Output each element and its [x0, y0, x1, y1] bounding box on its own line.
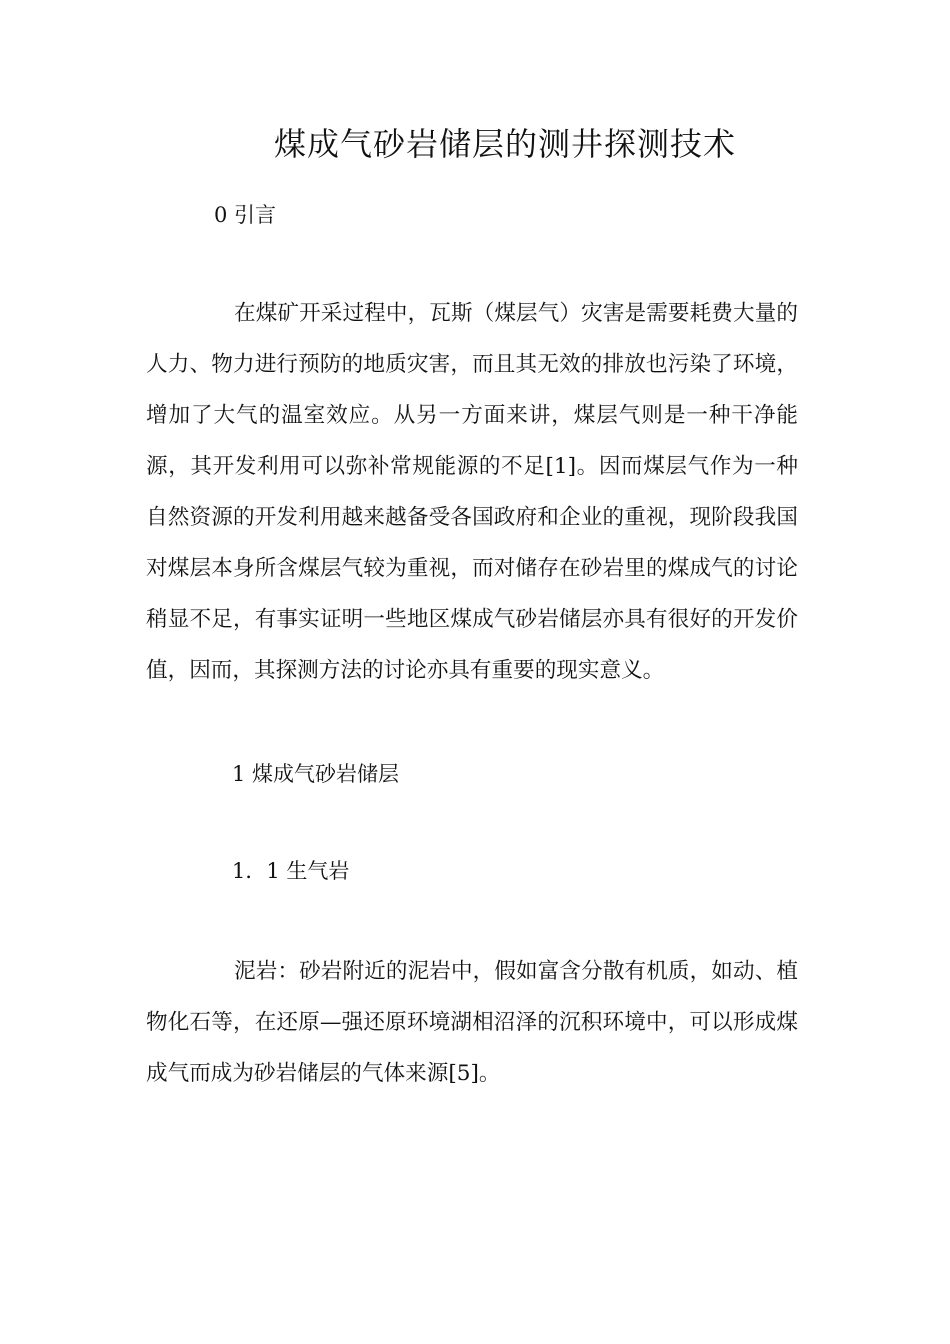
section-1-1-paragraph: 泥岩：砂岩附近的泥岩中，假如富含分散有机质，如动、植物化石等，在还原—强还原环境湖相沼泽的沉积环境中，可以形成煤成气而成为砂岩储层的气体来源[5]。: [146, 959, 798, 1086]
section-heading-1-1: 1．1 生气岩: [232, 859, 350, 883]
section-heading-1: 1 煤成气砂岩储层: [232, 762, 400, 786]
section-heading-intro: 0 引言: [214, 203, 277, 227]
intro-paragraph: 在煤矿开采过程中，瓦斯（煤层气）灾害是需要耗费大量的人力、物力进行预防的地质灾害，而且其无效的排放也污染了环境，增加了大气的温室效应。从另一方面来讲，煤层气则是一种干净能源，其开发利用可以弥补常规能源的不足[1]。因而煤层气作为一种自然资源的开发利用越来越备受各国政府和企业的重视，现阶段我国对煤层本身所含煤层气较为重视，而对储存在砂岩里的煤成气的讨论稍显不足，有事实证明一些地区煤成气砂岩储层亦具有很好的开发价值，因而，其探测方法的讨论亦具有重要的现实意义。: [146, 301, 798, 683]
document-title: 煤成气砂岩储层的测井探测技术: [273, 125, 736, 163]
